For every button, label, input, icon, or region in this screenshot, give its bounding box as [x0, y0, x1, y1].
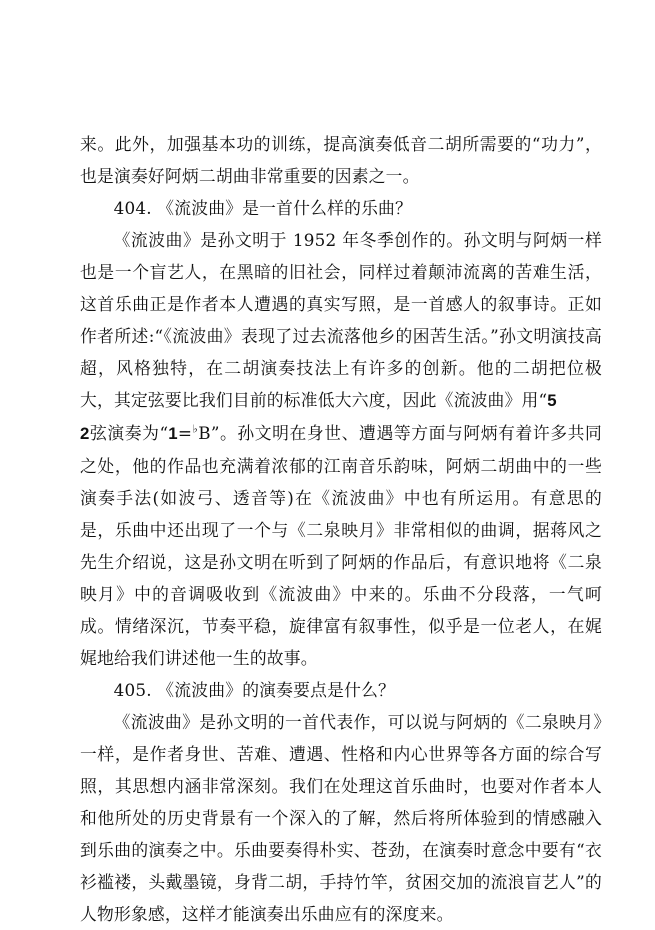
question-404-heading: 404. 《流波曲》是一首什么样的乐曲？	[113, 198, 413, 218]
q404-text-part2: 弦演奏为“	[89, 423, 169, 443]
flat-sign: ♭	[192, 422, 199, 436]
question-405-heading: 405. 《流波曲》的演奏要点是什么？	[113, 680, 396, 700]
key-note: B	[198, 423, 211, 443]
key-equals: =	[177, 423, 193, 443]
question-404-paragraph	[80, 224, 602, 674]
page-body	[80, 128, 602, 930]
question-405-paragraph: 《流波曲》是孙文明的一首代表作，可以说与阿炳的《二泉映月》一样，是作者身世、苦难、遭遇、性格和内心世界等各方面的综合写照，其思想内涵非常深刻。我们在处理这首乐曲时，也要对作者本人和他所处的历史背景有一个深入的了解，然后将所体验到的情感融入到乐曲的演奏之中。乐曲要奏得朴实、苍劲，在演奏时意念中要有“衣衫褴褛，头戴墨镜，身背二胡，手持竹竿，贫困交加的流浪盲艺人”的人物形象感，这样才能演奏出乐曲应有的深度来。	[80, 712, 602, 924]
q404-text-part1: 《流波曲》是孙文明于 1952 年冬季创作的。孙文明与阿炳一样也是一个盲艺人，在黑暗的旧社会，同样过着颠沛流离的苦难生活，这首乐曲正是作者本人遭遇的真实写照，是一首感人的叙事诗。正如作者所述:“《流波曲》表现了过去流落他乡的困苦生活。”孙文明演技高超，风格独特，在二胡演奏技法上有许多的创新。他的二胡把位极大，其定弦要比我们目前的标准低大六度，因此《流波曲》用“	[80, 230, 602, 410]
tuning-note-5: 5	[547, 391, 557, 410]
q404-text-part3: ”。孙文明在身世、遭遇等方面与阿炳有着许多共同之处，他的作品也充满着浓郁的江南音乐韵味，阿炳二胡曲中的一些演奏手法(如波弓、透音等)在《流波曲》中也有所运用。有意思的是，乐曲中还出现了一个与《二泉映月》非常相似的曲调，据蒋风之先生介绍说，这是孙文明在听到了阿炳的作品后，有意识地将《二泉映月》中的音调吸收到《流波曲》中来的。乐曲不分段落，一气呵成。情绪深沉，节奏平稳，旋律富有叙事性，似乎是一位老人，在娓娓地给我们讲述他一生的故事。	[80, 423, 603, 668]
key-number: 1	[168, 424, 178, 443]
tuning-note-2: 2	[80, 424, 90, 443]
intro-paragraph: 来。此外，加强基本功的训练，提高演奏低音二胡所需要的“功力”，也是演奏好阿炳二胡曲非常重要的因素之一。	[80, 134, 602, 186]
